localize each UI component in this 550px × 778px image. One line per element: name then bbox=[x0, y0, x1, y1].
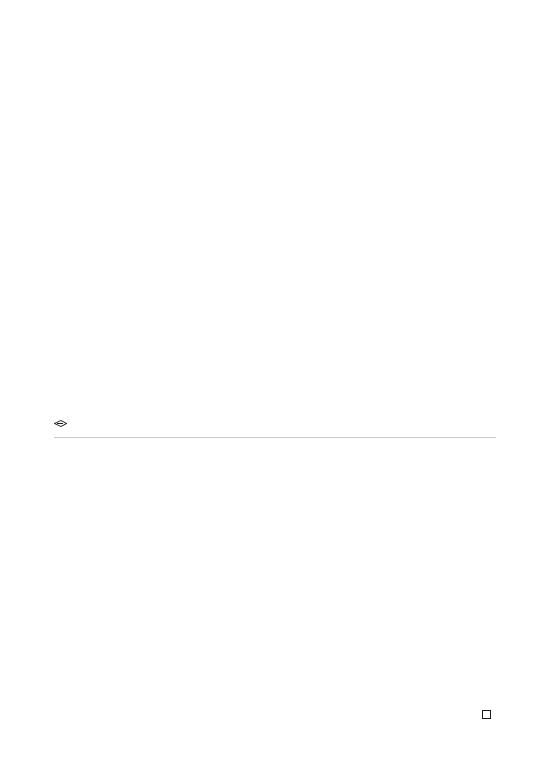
hand-pointer-icon bbox=[54, 419, 67, 428]
page-footer bbox=[330, 710, 496, 726]
section-header bbox=[54, 415, 496, 438]
box-icon bbox=[482, 710, 491, 719]
